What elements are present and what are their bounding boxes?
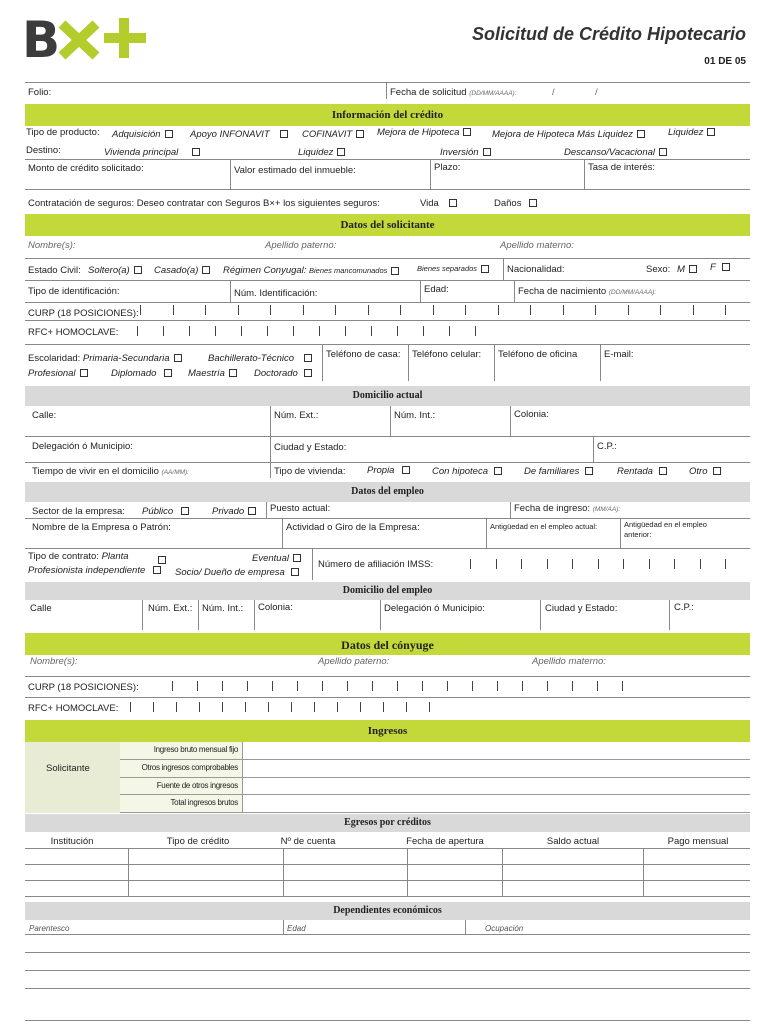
char-separator bbox=[371, 326, 372, 336]
char-separator bbox=[368, 305, 369, 315]
dependientes-header: Edad bbox=[287, 924, 306, 933]
option-maestria[interactable]: Maestría bbox=[188, 369, 237, 379]
ingresos-row-field[interactable] bbox=[242, 760, 750, 777]
actividad-label: Actividad o Giro de la Empresa: bbox=[286, 522, 420, 533]
option-danos[interactable]: Daños bbox=[494, 199, 537, 209]
date-slash: / bbox=[552, 87, 555, 98]
email-label: E-mail: bbox=[604, 349, 634, 360]
char-separator bbox=[423, 326, 424, 336]
char-separator bbox=[215, 326, 216, 336]
egresos-table bbox=[25, 832, 750, 900]
ciudad-estado-label: Ciudad y Estado: bbox=[274, 442, 347, 453]
ingresos-row-field[interactable] bbox=[242, 795, 750, 812]
char-separator bbox=[199, 702, 200, 712]
plazo-label: Plazo: bbox=[434, 162, 461, 173]
egresos-header: Pago mensual bbox=[667, 836, 729, 847]
table-rule bbox=[25, 988, 750, 989]
estado-civil-label: Estado Civil: bbox=[28, 265, 81, 276]
char-separator bbox=[700, 559, 701, 569]
char-separator bbox=[345, 326, 346, 336]
checkbox bbox=[529, 199, 537, 207]
checkbox bbox=[158, 556, 166, 564]
char-separator bbox=[660, 305, 661, 315]
page-code: 01 DE 05 bbox=[704, 56, 746, 67]
option-socio[interactable]: Socio/ Dueño de empresa bbox=[175, 568, 299, 578]
checkbox bbox=[134, 266, 142, 274]
char-separator bbox=[649, 559, 650, 569]
char-separator bbox=[447, 681, 448, 691]
char-separator bbox=[623, 559, 624, 569]
char-separator bbox=[137, 326, 138, 336]
conyuge-rfc-field[interactable] bbox=[130, 700, 440, 714]
empleo-calle-label: Calle bbox=[30, 603, 52, 614]
empleo-num-ext-label: Núm. Ext.: bbox=[148, 603, 193, 614]
folio-label: Folio: bbox=[28, 87, 52, 98]
cp-label: C.P.: bbox=[597, 441, 617, 452]
sexo-label: Sexo: bbox=[646, 264, 671, 275]
dependientes-row[interactable] bbox=[25, 953, 750, 970]
option-apoyo-infonavit[interactable]: Apoyo INFONAVIT bbox=[190, 130, 288, 140]
fecha-solicitud-field[interactable] bbox=[530, 84, 745, 98]
char-separator bbox=[406, 702, 407, 712]
section-egresos: Egresos por créditos bbox=[25, 814, 750, 832]
char-separator bbox=[247, 681, 248, 691]
char-separator bbox=[693, 305, 694, 315]
apellido-materno-label: Apellido materno: bbox=[500, 240, 574, 251]
char-separator bbox=[597, 681, 598, 691]
egresos-row[interactable] bbox=[25, 849, 750, 864]
empleo-colonia-label: Colonia: bbox=[258, 602, 293, 613]
checkbox bbox=[402, 466, 410, 474]
char-separator bbox=[595, 305, 596, 315]
option-bienes-mancomunados[interactable]: Bienes mancomunados bbox=[309, 267, 399, 275]
section-informacion-credito: Información del crédito bbox=[25, 104, 750, 126]
section-dependientes: Dependientes económicos bbox=[25, 902, 750, 920]
regimen-label: Régimen Conyugal: bbox=[223, 265, 307, 276]
dependientes-header: Ocupación bbox=[485, 924, 524, 933]
char-separator bbox=[628, 305, 629, 315]
destino-label: Destino: bbox=[26, 145, 61, 156]
seguros-label: Contratación de seguros: Deseo contratar con Seguros B×+ los siguientes seguros: bbox=[28, 198, 380, 209]
char-separator bbox=[465, 305, 466, 315]
table-rule bbox=[465, 920, 466, 934]
ingresos-row bbox=[120, 742, 750, 760]
option-de-familiares[interactable]: De familiares bbox=[524, 467, 593, 477]
char-separator bbox=[222, 702, 223, 712]
char-separator bbox=[530, 305, 531, 315]
checkbox bbox=[80, 369, 88, 377]
option-doctorado[interactable]: Doctorado bbox=[254, 369, 312, 379]
char-separator bbox=[163, 326, 164, 336]
checkbox bbox=[192, 148, 200, 156]
ingresos-row-label: Ingreso bruto mensual fijo bbox=[153, 745, 238, 754]
char-separator bbox=[397, 326, 398, 336]
curp-label: CURP (18 POSICIONES): bbox=[28, 308, 139, 319]
checkbox bbox=[391, 267, 399, 275]
section-datos-empleo: Datos del empleo bbox=[25, 482, 750, 502]
antiguedad-actual-label: Antigüedad en el empleo actual: bbox=[490, 522, 598, 531]
checkbox bbox=[585, 467, 593, 475]
ingresos-row-field[interactable] bbox=[242, 778, 750, 795]
char-separator bbox=[674, 559, 675, 569]
nombre-empresa-label: Nombre de la Empresa o Patrón: bbox=[32, 522, 171, 533]
egresos-header: Tipo de crédito bbox=[166, 836, 230, 847]
fecha-ingreso-label: Fecha de ingreso: (MM/AA): bbox=[514, 503, 621, 514]
sector-label: Sector de la empresa: bbox=[32, 506, 125, 517]
option-mejora-hipoteca-mas-liquidez[interactable]: Mejora de Hipoteca Más Liquidez bbox=[492, 130, 645, 140]
section-datos-solicitante: Datos del solicitante bbox=[25, 214, 750, 236]
num-identificacion-label: Núm. Identificación: bbox=[234, 288, 318, 299]
conyuge-curp-label: CURP (18 POSICIONES): bbox=[28, 682, 139, 693]
char-separator bbox=[470, 559, 471, 569]
char-separator bbox=[245, 702, 246, 712]
egresos-header: Saldo actual bbox=[546, 836, 600, 847]
table-rule bbox=[25, 896, 750, 897]
apellido-paterno-label: Apellido paterno: bbox=[265, 240, 337, 251]
num-ext-label: Núm. Ext.: bbox=[274, 410, 319, 421]
dependientes-table bbox=[25, 920, 750, 996]
char-separator bbox=[547, 559, 548, 569]
option-liquidez[interactable]: Liquidez bbox=[668, 128, 715, 138]
char-separator bbox=[176, 702, 177, 712]
option-casado[interactable]: Casado(a) bbox=[154, 266, 210, 276]
char-separator bbox=[449, 326, 450, 336]
char-separator bbox=[433, 305, 434, 315]
option-soltero[interactable]: Soltero(a) bbox=[88, 266, 142, 276]
tipo-producto-label: Tipo de producto: bbox=[26, 127, 100, 138]
char-separator bbox=[572, 681, 573, 691]
section-datos-conyuge: Datos del cónyuge bbox=[25, 633, 750, 655]
dependientes-row[interactable] bbox=[25, 935, 750, 952]
tipo-identificacion-label: Tipo de identificación: bbox=[28, 286, 120, 297]
checkbox bbox=[304, 354, 312, 362]
char-separator bbox=[498, 305, 499, 315]
empleo-ciudad-label: Ciudad y Estado: bbox=[545, 603, 618, 614]
dependientes-row[interactable] bbox=[25, 971, 750, 988]
section-domicilio-empleo: Domicilio del empleo bbox=[25, 582, 750, 600]
option-profesional[interactable]: Profesional bbox=[28, 369, 88, 379]
checkbox bbox=[165, 130, 173, 138]
char-separator bbox=[153, 702, 154, 712]
egresos-header: Fecha de apertura bbox=[406, 836, 484, 847]
char-separator bbox=[303, 305, 304, 315]
checkbox bbox=[174, 354, 182, 362]
char-separator bbox=[140, 305, 141, 315]
telefono-celular-label: Teléfono celular: bbox=[412, 349, 482, 360]
checkbox bbox=[449, 199, 457, 207]
checkbox bbox=[229, 369, 237, 377]
char-separator bbox=[272, 681, 273, 691]
char-separator bbox=[314, 702, 315, 712]
char-separator bbox=[238, 305, 239, 315]
checkbox bbox=[494, 467, 502, 475]
char-separator bbox=[360, 702, 361, 712]
valor-label: Valor estimado del inmueble: bbox=[234, 165, 356, 176]
checkbox bbox=[689, 265, 697, 273]
checkbox bbox=[356, 130, 364, 138]
option-vivienda-principal[interactable]: Vivienda principal bbox=[104, 148, 200, 158]
antiguedad-anterior-label: Antigüedad en el empleo anterior: bbox=[624, 520, 707, 539]
option-bachillerato[interactable]: Bachillerato-Técnico bbox=[208, 354, 312, 364]
option-rentada[interactable]: Rentada bbox=[617, 467, 667, 477]
curp-field[interactable] bbox=[140, 303, 740, 317]
option-publico[interactable]: Público bbox=[142, 507, 189, 517]
nombre-label: Nombre(s): bbox=[28, 240, 76, 251]
checkbox bbox=[659, 148, 667, 156]
section-ingresos: Ingresos bbox=[25, 720, 750, 742]
option-primaria[interactable]: Primaria-Secundaria bbox=[82, 353, 170, 364]
tipo-contrato-label: Tipo de contrato: Planta bbox=[28, 551, 129, 562]
imss-label: Número de afiliación IMSS: bbox=[318, 559, 434, 570]
dependientes-header: Parentesco bbox=[29, 924, 70, 933]
ingresos-solicitante-label: Solicitante bbox=[46, 763, 90, 774]
option-diplomado[interactable]: Diplomado bbox=[111, 369, 172, 379]
ingresos-row bbox=[120, 795, 750, 813]
tipo-vivienda-label: Tipo de vivienda: bbox=[274, 466, 346, 477]
char-separator bbox=[497, 681, 498, 691]
checkbox bbox=[659, 467, 667, 475]
option-privado[interactable]: Privado bbox=[212, 507, 256, 517]
char-separator bbox=[422, 681, 423, 691]
char-separator bbox=[291, 702, 292, 712]
checkbox bbox=[248, 507, 256, 515]
conyuge-apellido-materno-label: Apellido materno: bbox=[532, 656, 606, 667]
egresos-header: Nº de cuenta bbox=[280, 836, 336, 847]
escolaridad-row: Escolaridad: Primaria-Secundaria bbox=[28, 354, 182, 364]
checkbox bbox=[153, 566, 161, 574]
conyuge-apellido-paterno-label: Apellido paterno: bbox=[318, 656, 390, 667]
char-separator bbox=[725, 559, 726, 569]
char-separator bbox=[547, 681, 548, 691]
date-slash: / bbox=[595, 87, 598, 98]
char-separator bbox=[293, 326, 294, 336]
char-separator bbox=[172, 681, 173, 691]
char-separator bbox=[521, 559, 522, 569]
checkbox bbox=[637, 130, 645, 138]
option-propia[interactable]: Propia bbox=[367, 466, 410, 476]
char-separator bbox=[241, 326, 242, 336]
imss-field[interactable] bbox=[470, 557, 740, 571]
checkbox bbox=[481, 265, 489, 273]
checkbox bbox=[181, 507, 189, 515]
char-separator bbox=[397, 681, 398, 691]
conyuge-rfc-label: RFC+ HOMOCLAVE: bbox=[28, 703, 119, 714]
delegacion-label: Delegación ó Municipio: bbox=[32, 441, 133, 452]
telefono-oficina-label: Teléfono de oficina bbox=[498, 349, 578, 360]
monto-label: Monto de crédito solicitado: bbox=[28, 163, 144, 174]
egresos-row[interactable] bbox=[25, 881, 750, 896]
egresos-row[interactable] bbox=[25, 865, 750, 880]
edad-label: Edad: bbox=[424, 284, 449, 295]
char-separator bbox=[572, 559, 573, 569]
ingresos-row bbox=[120, 760, 750, 778]
conyuge-curp-field[interactable] bbox=[172, 679, 742, 693]
fecha-nacimiento-label: Fecha de nacimiento (DD/MM/AAAA): bbox=[518, 286, 657, 297]
checkbox bbox=[202, 266, 210, 274]
checkbox bbox=[722, 263, 730, 271]
ingresos-row-label: Otros ingresos comprobables bbox=[141, 762, 238, 772]
puesto-label: Puesto actual: bbox=[270, 503, 331, 514]
nacionalidad-label: Nacionalidad: bbox=[507, 264, 565, 275]
ingresos-row bbox=[120, 778, 750, 796]
char-separator bbox=[725, 305, 726, 315]
rfc-label: RFC+ HOMOCLAVE: bbox=[28, 327, 119, 338]
char-separator bbox=[189, 326, 190, 336]
char-separator bbox=[383, 702, 384, 712]
option-adquisicion[interactable]: Adquisición bbox=[112, 130, 173, 140]
form-title: Solicitud de Crédito Hipotecario bbox=[471, 24, 746, 44]
char-separator bbox=[267, 326, 268, 336]
checkbox bbox=[304, 369, 312, 377]
checkbox bbox=[337, 148, 345, 156]
colonia-label: Colonia: bbox=[514, 409, 549, 420]
checkbox bbox=[707, 128, 715, 136]
option-inversion[interactable]: Inversión bbox=[440, 148, 491, 158]
char-separator bbox=[522, 681, 523, 691]
checkbox bbox=[463, 128, 471, 136]
conyuge-nombre-label: Nombre(s): bbox=[30, 656, 78, 667]
option-eventual[interactable]: Eventual bbox=[252, 554, 301, 564]
logo bbox=[22, 10, 152, 62]
tasa-label: Tasa de interés: bbox=[588, 162, 656, 173]
checkbox bbox=[280, 130, 288, 138]
char-separator bbox=[400, 305, 401, 315]
char-separator bbox=[347, 681, 348, 691]
char-separator bbox=[472, 681, 473, 691]
char-separator bbox=[297, 681, 298, 691]
char-separator bbox=[322, 681, 323, 691]
option-mejora-hipoteca[interactable]: Mejora de Hipoteca bbox=[377, 128, 471, 138]
checkbox bbox=[293, 554, 301, 562]
checkbox bbox=[291, 568, 299, 576]
ingresos-row-field[interactable] bbox=[242, 742, 750, 759]
char-separator bbox=[205, 305, 206, 315]
section-domicilio-actual: Domicilio actual bbox=[25, 386, 750, 406]
char-separator bbox=[173, 305, 174, 315]
empleo-cp-label: C.P.: bbox=[674, 602, 694, 613]
char-separator bbox=[475, 326, 476, 336]
char-separator bbox=[622, 681, 623, 691]
char-separator bbox=[598, 559, 599, 569]
char-separator bbox=[222, 681, 223, 691]
svg-text:B: B bbox=[22, 11, 61, 62]
char-separator bbox=[496, 559, 497, 569]
rfc-field[interactable] bbox=[137, 324, 487, 338]
option-cofinavit[interactable]: COFINAVIT bbox=[302, 130, 364, 140]
option-vida[interactable]: Vida bbox=[420, 199, 457, 209]
option-sexo-f[interactable]: F bbox=[710, 263, 730, 273]
checkbox bbox=[483, 148, 491, 156]
char-separator bbox=[372, 681, 373, 691]
option-con-hipoteca[interactable]: Con hipoteca bbox=[432, 467, 502, 477]
empleo-num-int-label: Núm. Int.: bbox=[202, 603, 244, 614]
fecha-solicitud-label: Fecha de solicitud (DD/MM/AAAA): bbox=[390, 87, 517, 98]
option-otro[interactable]: Otro bbox=[689, 467, 721, 477]
table-rule bbox=[283, 920, 284, 934]
option-bienes-separados[interactable]: Bienes separados bbox=[417, 265, 489, 273]
checkbox bbox=[164, 369, 172, 377]
option-profesionista-independiente[interactable]: Profesionista independiente bbox=[28, 566, 161, 576]
calle-label: Calle: bbox=[32, 410, 57, 421]
ingresos-row-label: Fuente de otros ingresos bbox=[156, 780, 238, 790]
option-destino-liquidez[interactable]: Liquidez bbox=[298, 148, 345, 158]
char-separator bbox=[429, 702, 430, 712]
num-int-label: Núm. Int.: bbox=[394, 410, 436, 421]
option-descanso[interactable]: Descanso/Vacacional bbox=[564, 148, 667, 158]
ingresos-table bbox=[120, 742, 750, 813]
char-separator bbox=[130, 702, 131, 712]
empleo-delegacion-label: Delegación ó Municipio: bbox=[384, 603, 485, 614]
tiempo-vivir-label: Tiempo de vivir en el domicilio (AA/MM): bbox=[32, 466, 189, 477]
char-separator bbox=[197, 681, 198, 691]
egresos-header: Institución bbox=[50, 836, 94, 847]
option-sexo-m[interactable]: M bbox=[677, 265, 697, 275]
char-separator bbox=[337, 702, 338, 712]
telefono-casa-label: Teléfono de casa: bbox=[326, 349, 401, 360]
char-separator bbox=[270, 305, 271, 315]
ingresos-row-label: Total ingresos brutos bbox=[170, 798, 238, 808]
char-separator bbox=[268, 702, 269, 712]
char-separator bbox=[563, 305, 564, 315]
char-separator bbox=[319, 326, 320, 336]
checkbox bbox=[713, 467, 721, 475]
char-separator bbox=[335, 305, 336, 315]
